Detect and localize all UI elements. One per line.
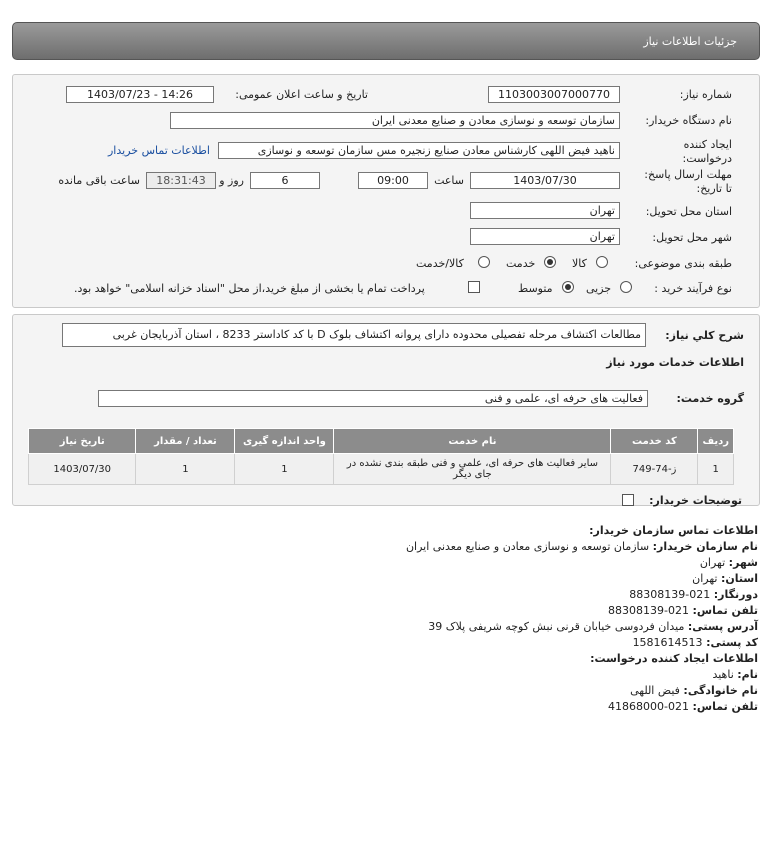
creator-name [712,668,758,681]
process-label: نوع فرآیند خرید : [654,282,732,295]
buyer-contact-link[interactable]: اطلاعات تماس خریدار [108,144,210,157]
process-radio-minor[interactable] [620,281,632,293]
description-label: شرح کلي نياز: [665,329,744,342]
days-field: 6 [250,172,320,189]
category-label: طبقه بندی موضوعی: [634,257,732,270]
province-field: تهران [470,202,620,219]
treasury-checkbox[interactable] [468,281,480,293]
creator-phone-label: تلفن تماس: [692,700,758,713]
col-code-header: کد خدمت [611,429,698,454]
creator-family-value: فیض اللهی [630,684,680,697]
service-group-field: فعالیت های حرفه ای، علمی و فنی [98,390,648,407]
creator-phone-value: 021-41868000 [608,700,690,713]
process-option-minor: جزیی [586,282,612,295]
need-number-field: 1103003007000770 [488,86,620,103]
need-number-label: شماره نیاز: [679,88,732,101]
cell-qty: 1 [136,454,235,485]
need-details-panel [12,74,760,308]
contact-address [428,620,758,633]
buyer-field: سازمان توسعه و نوسازی معادن و صنایع معدنی ایران [170,112,620,129]
category-radio-service[interactable] [544,256,556,268]
process-option-medium: متوسط [518,282,553,295]
deadline-time-field: 09:00 [358,172,428,189]
announce-label: تاریخ و ساعت اعلان عمومی: [235,88,368,101]
category-option-goods-service: کالا/خدمت [416,257,464,270]
buyer-label: نام دستگاه خریدار: [645,114,732,127]
contact-org-value: سازمان توسعه و نوسازی معادن و صنایع معدنی ایران [405,540,650,553]
contact-province-label: استان: [721,572,758,585]
deadline-label-line2: تا تاریخ: [696,182,732,195]
contact-city-value: تهران [699,556,726,569]
contact-org-label: نام سازمان خریدار: [652,540,758,553]
cell-unit: 1 [235,454,334,485]
contact-address-label: آدرس پستی: [687,620,758,633]
creator-name-value: ناهید [712,668,734,681]
category-radio-goods-service[interactable] [478,256,490,268]
contact-postal [633,636,758,649]
service-group-label: گروه خدمت: [676,392,744,405]
city-label: شهر محل تحویل: [652,231,732,244]
page-title: جزئیات اطلاعات نیاز [643,35,737,48]
services-table [28,428,734,485]
creator-name-label: نام: [737,668,758,681]
creator-label-line1: ایجاد کننده [683,138,732,151]
creator-label-line2: درخواست: [682,152,732,165]
col-qty-header: تعداد / مقدار [136,429,235,454]
remaining-time-field: 18:31:43 [146,172,216,189]
treasury-note: پرداخت تمام یا بخشی از مبلغ خرید،از محل "اسناد خزانه اسلامی" خواهد بود. [74,282,425,295]
contact-province [692,572,758,585]
cell-code: ز-74-749 [611,454,698,485]
contact-postal-value: 1581614513 [632,636,703,649]
contact-phone-value: 021-88308139 [608,604,690,617]
city-field: تهران [470,228,620,245]
province-label: استان محل تحویل: [645,205,732,218]
contact-city [700,556,758,569]
contact-fax-value: 021-88308139 [629,588,711,601]
col-row-header: ردیف [698,429,734,454]
contact-address-value: میدان فردوسی خیابان قرنی نبش کوچه شریفی پلاک 39 [428,620,685,633]
table-row [29,454,734,485]
deadline-label-line1: مهلت ارسال پاسخ: [644,168,732,181]
contact-phone [608,604,758,617]
contact-fax-label: دورنگار: [713,588,758,601]
buyer-notes-checkbox[interactable] [622,494,634,506]
col-date-header: تاریخ نیاز [29,429,136,454]
contact-city-label: شهر: [728,556,758,569]
creator-info-title: اطلاعات ایجاد کننده درخواست: [590,652,758,665]
creator-family [630,684,758,697]
creator-family-label: نام خانوادگی: [683,684,758,697]
cell-row: 1 [698,454,734,485]
cell-name: سایر فعالیت های حرفه ای، علمی و فنی طبقه بندی نشده در جای دیگر [334,454,611,485]
contact-org [406,540,758,553]
buyer-notes-label: توضیحات خریدار: [649,494,742,507]
deadline-date-field: 1403/07/30 [470,172,620,189]
contact-province-value: تهران [692,572,718,585]
contact-postal-label: کد پستی: [706,636,758,649]
description-field: مطالعات اکتشاف مرحله تفصیلی محدوده دارای پروانه اکتشاف بلوک D با کد کاداستر 8233 ، استان آذربایجان غربی [62,323,646,347]
remaining-label: ساعت باقی مانده [58,174,140,187]
category-option-goods: کالا [572,257,587,270]
days-label: روز و [219,174,244,187]
contact-fax [629,588,758,601]
col-name-header: نام خدمت [334,429,611,454]
process-radio-medium[interactable] [562,281,574,293]
cell-date: 1403/07/30 [29,454,136,485]
creator-phone [608,700,758,713]
page-header [12,22,760,60]
category-option-service: خدمت [506,257,536,270]
category-radio-goods[interactable] [596,256,608,268]
announce-field: 1403/07/23 - 14:26 [66,86,214,103]
contact-phone-label: تلفن تماس: [692,604,758,617]
creator-field: ناهید فیض اللهی کارشناس معادن صنایع زنجیره مس سازمان توسعه و نوسازی [218,142,620,159]
table-header-row [29,429,734,454]
contact-title: اطلاعات تماس سازمان خریدار: [589,524,758,537]
col-unit-header: واحد اندازه گیری [235,429,334,454]
deadline-time-label: ساعت [434,174,464,187]
services-title: اطلاعات خدمات مورد نیاز [606,356,744,369]
